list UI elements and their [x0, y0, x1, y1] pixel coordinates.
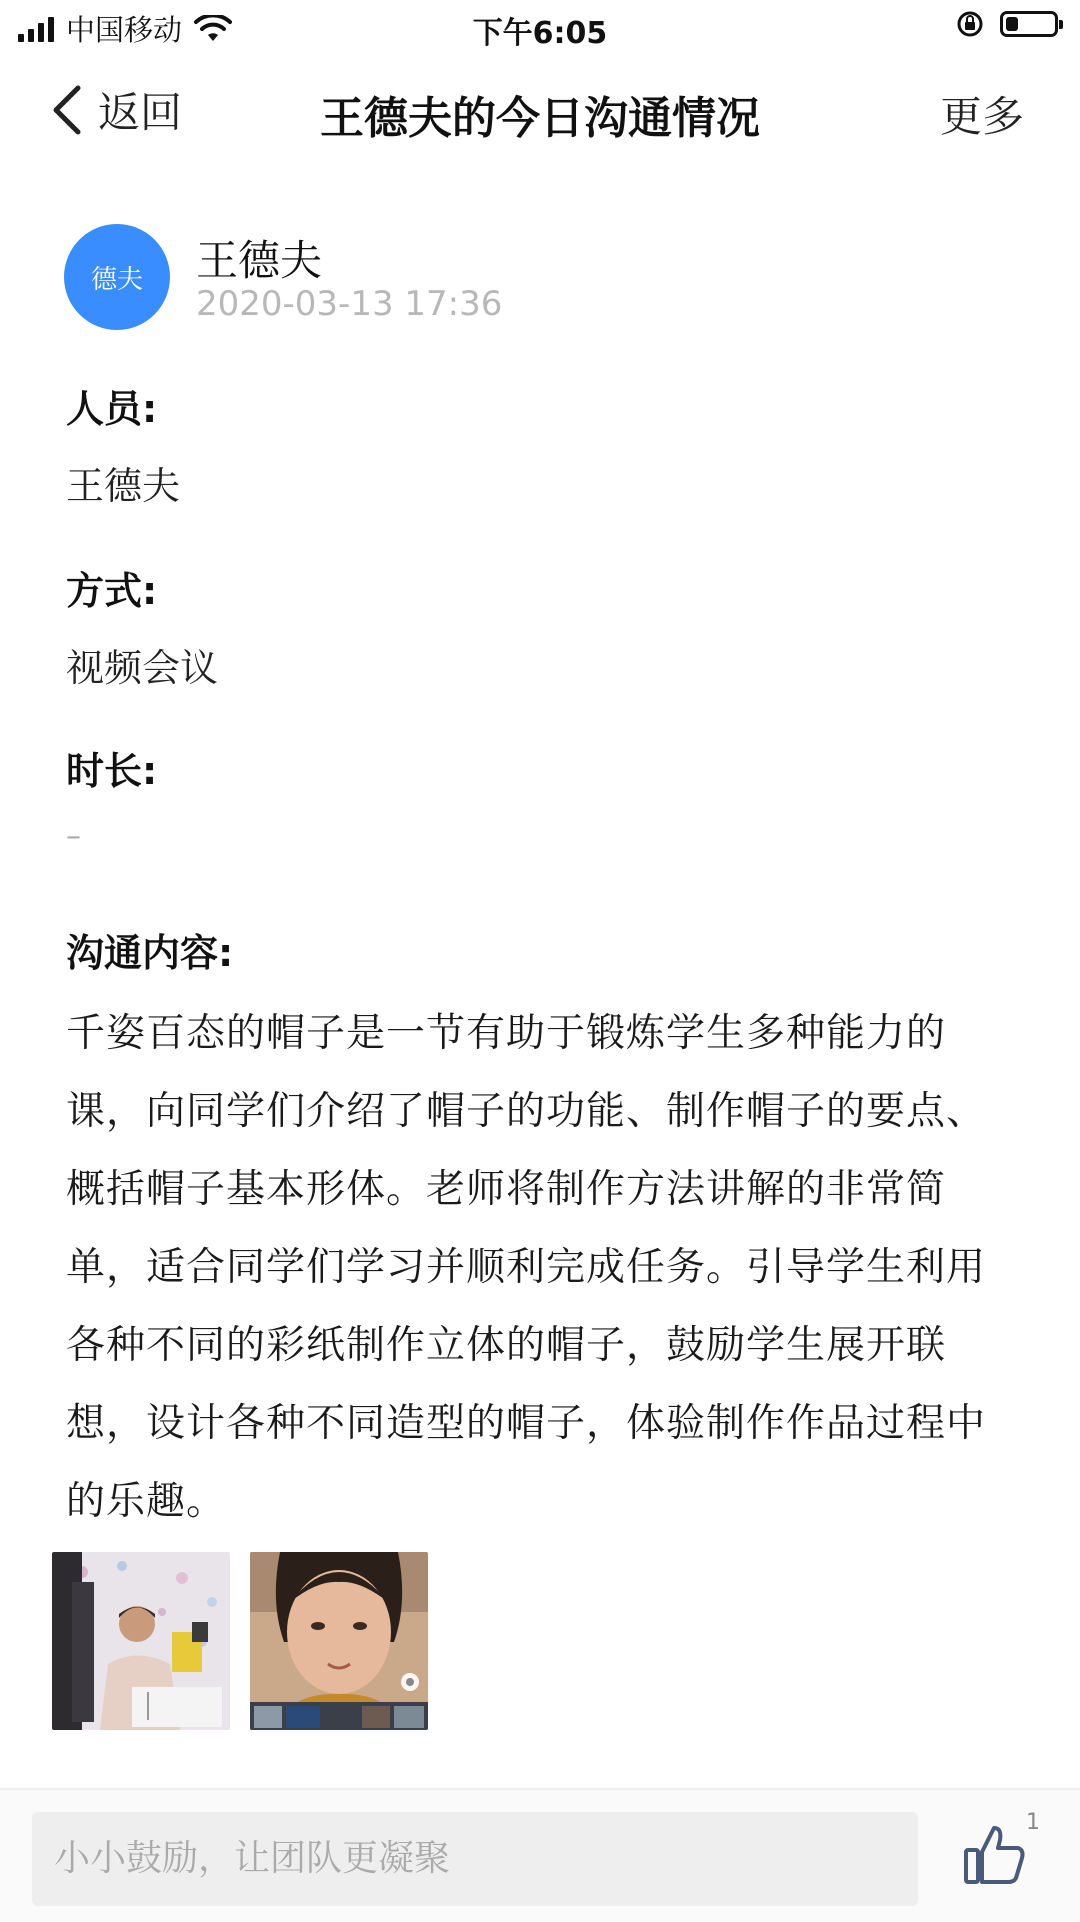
content-section [66, 922, 233, 977]
method-label: 方式: [66, 569, 158, 613]
navigation-bar [0, 58, 1080, 162]
method-section [66, 560, 218, 692]
like-count: 1 [1026, 1810, 1040, 1835]
status-time: 下午6:05 [472, 16, 608, 51]
avatar-text: 德夫 [90, 264, 143, 295]
people-value: 王德夫 [66, 464, 181, 508]
status-right [956, 10, 1058, 38]
photo-video-call[interactable] [250, 1552, 428, 1730]
content-label: 沟通内容: [66, 931, 234, 975]
battery-level-fill [1006, 17, 1018, 31]
more-button[interactable]: 更多 [939, 92, 1024, 141]
comment-input[interactable]: 小小鼓励，让团队更凝聚 [32, 1812, 918, 1906]
rotation-lock-icon [956, 10, 984, 38]
status-bar [0, 0, 1080, 58]
photo-gallery [52, 1552, 428, 1730]
avatar[interactable] [64, 224, 170, 330]
photo-teacher-at-desk[interactable] [52, 1552, 230, 1730]
content-body: 千姿百态的帽子是一节有助于锻炼学生多种能力的课，向同学们介绍了帽子的功能、制作帽子的要点、概括帽子基本形体。老师将制作方法讲解的非常简单，适合同学们学习并顺利完成任务。引导学生利用各种不同的彩纸制作立体的帽子，鼓励学生展开联想，设计各种不同造型的帽子，体验制作作品过程中的乐趣。 [66, 1011, 987, 1524]
battery-icon [1000, 11, 1058, 37]
photo-video-call-image [250, 1552, 428, 1730]
thumbs-up-icon[interactable] [960, 1820, 1030, 1890]
page-title: 王德夫的今日沟通情况 [320, 93, 760, 144]
post-timestamp: 2020-03-13 17:36 [196, 284, 503, 324]
duration-section [66, 740, 157, 854]
duration-label: 时长: [66, 749, 158, 793]
duration-value: – [66, 819, 81, 854]
photo-teacher-image [52, 1552, 230, 1730]
people-label: 人员: [66, 387, 158, 431]
author-name: 王德夫 [196, 236, 323, 285]
bottom-comment-bar [0, 1788, 1080, 1922]
method-value: 视频会议 [66, 646, 219, 690]
back-label: 返回 [98, 88, 183, 137]
carrier-name: 中国移动 [66, 13, 183, 47]
people-section [66, 378, 180, 510]
